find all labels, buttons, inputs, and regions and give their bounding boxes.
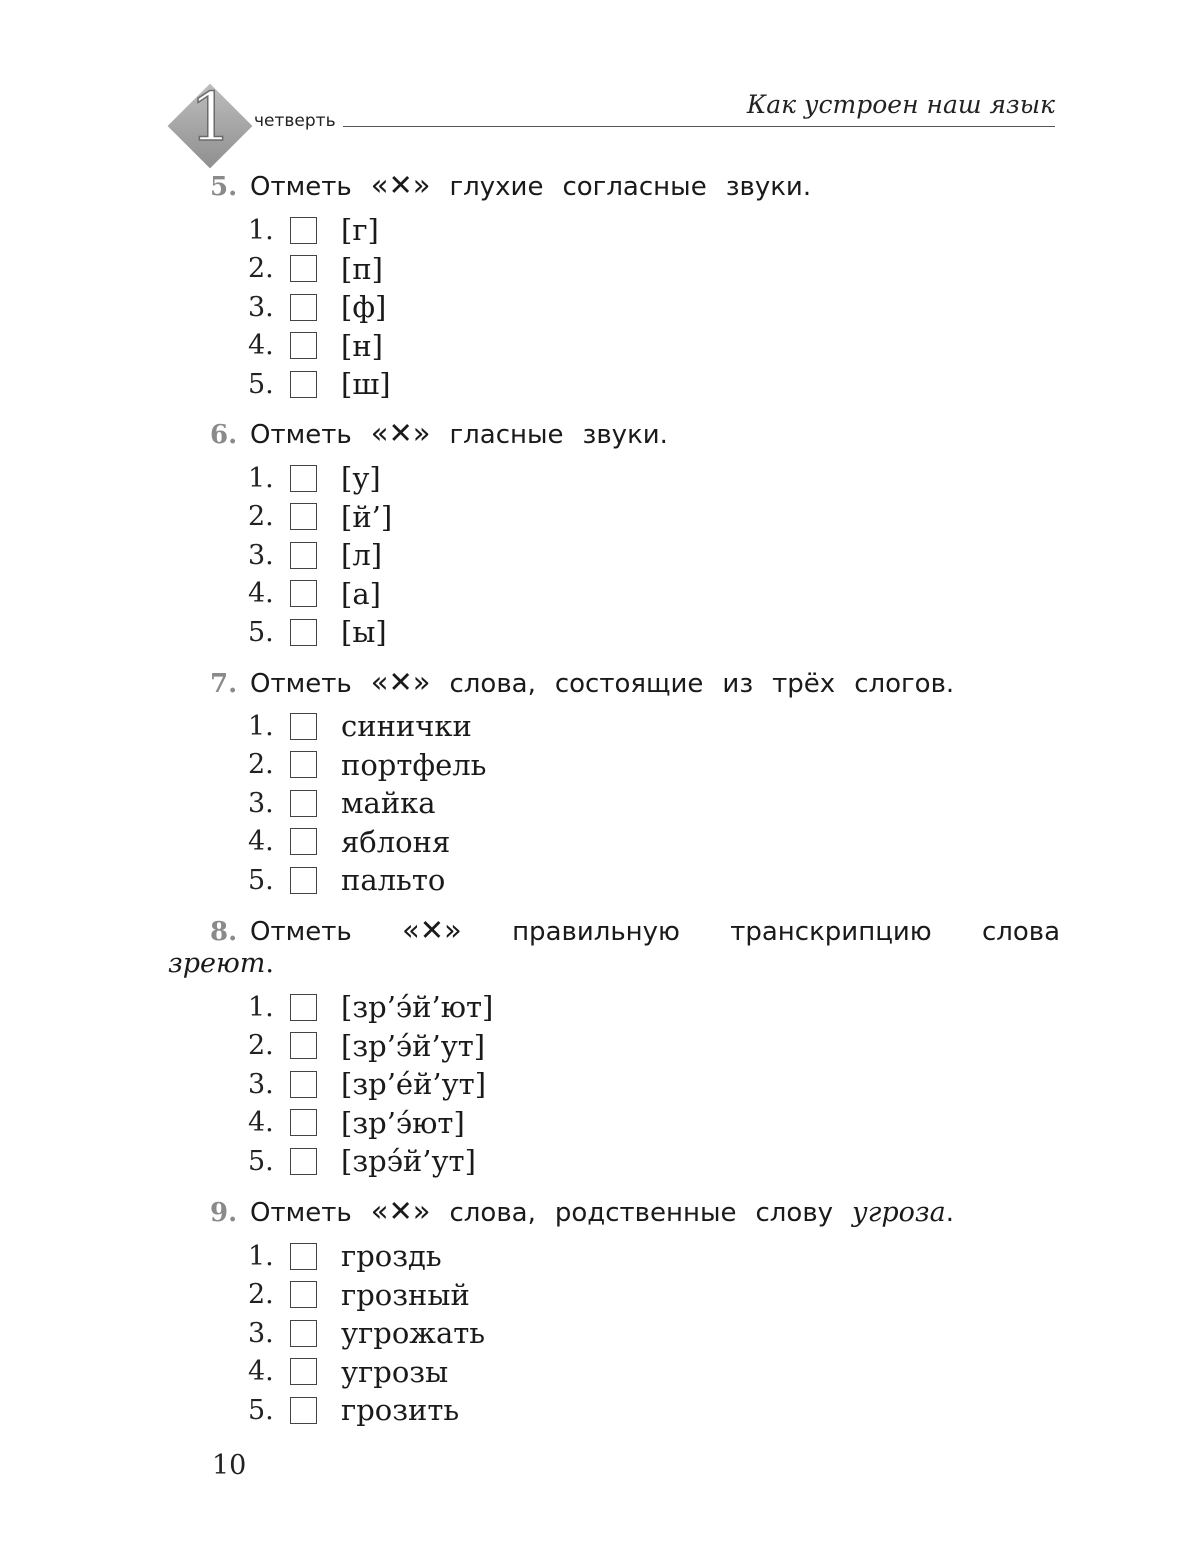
option-item <box>248 288 391 327</box>
option-number: 3. <box>248 787 274 819</box>
answer-checkbox[interactable] <box>290 1032 317 1059</box>
cross-mark: «✕» <box>401 913 462 947</box>
option-item <box>248 1065 493 1104</box>
option-number: 3. <box>248 539 274 571</box>
answer-checkbox[interactable] <box>290 465 317 492</box>
prompt-word: согласные <box>562 172 707 202</box>
prompt-end: . <box>945 1198 954 1228</box>
option-number: 2. <box>248 1030 274 1062</box>
prompt-word: слова, <box>449 669 536 699</box>
option-text: [п] <box>341 251 383 286</box>
option-number: 3. <box>248 1068 274 1100</box>
task-number: 8. <box>210 917 238 947</box>
prompt-word: слова <box>981 917 1061 947</box>
answer-checkbox[interactable] <box>290 1109 317 1136</box>
answer-checkbox[interactable] <box>290 1358 317 1385</box>
answer-checkbox[interactable] <box>290 828 317 855</box>
prompt-word: трёх <box>772 669 836 699</box>
option-text: гроздь <box>341 1239 442 1274</box>
option-item <box>248 784 486 823</box>
task-number: 5. <box>210 172 238 202</box>
prompt-word: Отметь <box>250 917 352 947</box>
option-item <box>248 707 486 746</box>
prompt-word: звуки. <box>582 420 668 450</box>
option-number: 4. <box>248 330 274 362</box>
option-number: 5. <box>248 864 274 896</box>
answer-checkbox[interactable] <box>290 1397 317 1424</box>
option-text: [зрэ́й’ут] <box>341 1144 476 1179</box>
option-number: 1. <box>248 214 274 246</box>
option-item <box>248 1276 485 1315</box>
prompt-word: слову <box>755 1198 834 1228</box>
option-number: 3. <box>248 1317 274 1349</box>
option-number: 2. <box>248 749 274 781</box>
option-text: майка <box>341 786 436 821</box>
prompt-word: состоящие <box>554 669 704 699</box>
prompt-word: Отметь <box>250 172 352 202</box>
option-text: [зр’э́ют] <box>341 1105 465 1140</box>
answer-checkbox[interactable] <box>290 790 317 817</box>
option-number: 1. <box>248 991 274 1023</box>
page-header <box>0 0 1200 170</box>
cross-mark: «✕» <box>370 1194 431 1228</box>
option-item <box>248 988 493 1027</box>
task-6-prompt <box>210 416 1060 452</box>
option-number: 2. <box>248 253 274 285</box>
option-text: грозный <box>341 1277 470 1312</box>
task-7-options <box>248 707 486 900</box>
option-text: [зр’э́й’ут] <box>341 1028 486 1063</box>
prompt-word: родственные <box>554 1198 737 1228</box>
option-item <box>248 861 486 900</box>
task-number: 9. <box>210 1198 238 1228</box>
task-5-options <box>248 211 391 404</box>
option-item <box>248 1237 485 1276</box>
option-number: 4. <box>248 826 274 858</box>
answer-checkbox[interactable] <box>290 751 317 778</box>
prompt-word: из <box>722 669 754 699</box>
prompt-word: Отметь <box>250 420 352 450</box>
prompt-word: Отметь <box>250 1198 352 1228</box>
option-number: 5. <box>248 1145 274 1177</box>
answer-checkbox[interactable] <box>290 503 317 530</box>
option-item <box>248 498 392 537</box>
task-8-prompt <box>210 913 1060 949</box>
task-8-continuation <box>168 947 274 981</box>
option-text: грозить <box>341 1393 460 1428</box>
answer-checkbox[interactable] <box>290 713 317 740</box>
option-item <box>248 1142 493 1181</box>
option-text: [л] <box>341 538 383 573</box>
answer-checkbox[interactable] <box>290 1148 317 1175</box>
option-item <box>248 536 392 575</box>
header-rule <box>343 126 1055 127</box>
option-text: [у] <box>341 461 381 496</box>
option-number: 4. <box>248 1356 274 1388</box>
option-number: 1. <box>248 1240 274 1272</box>
prompt-word: звуки. <box>725 172 812 202</box>
option-number: 2. <box>248 1279 274 1311</box>
option-number: 1. <box>248 462 274 494</box>
option-number: 3. <box>248 291 274 323</box>
answer-checkbox[interactable] <box>290 994 317 1021</box>
option-number: 4. <box>248 578 274 610</box>
prompt-word: гласные <box>449 420 564 450</box>
option-number: 5. <box>248 1394 274 1426</box>
task-5-prompt <box>210 168 1060 204</box>
answer-checkbox[interactable] <box>290 580 317 607</box>
option-text: угрозы <box>341 1354 449 1389</box>
option-item <box>248 211 391 250</box>
option-text: пальто <box>341 863 446 898</box>
option-item <box>248 459 392 498</box>
option-item <box>248 1391 485 1430</box>
quarter-label: четверть <box>254 111 336 131</box>
option-item <box>248 327 391 366</box>
option-item <box>248 250 391 289</box>
option-item <box>248 1104 493 1143</box>
target-word: угроза <box>852 1197 946 1228</box>
cross-mark: «✕» <box>370 416 431 450</box>
option-text: портфель <box>341 747 487 782</box>
quarter-number: 1 <box>190 79 232 156</box>
option-item <box>248 746 486 785</box>
option-text: синички <box>341 709 472 744</box>
option-text: [ш] <box>341 367 391 402</box>
task-number: 6. <box>210 420 238 450</box>
cross-mark: «✕» <box>370 665 431 699</box>
prompt-end: . <box>265 948 274 979</box>
answer-checkbox[interactable] <box>290 255 317 282</box>
option-item <box>248 1027 493 1066</box>
task-number: 7. <box>210 669 238 699</box>
option-text: [н] <box>341 328 383 363</box>
prompt-word: глухие <box>449 172 544 202</box>
answer-checkbox[interactable] <box>290 619 317 646</box>
option-item <box>248 613 392 652</box>
task-9-prompt <box>210 1194 1060 1230</box>
answer-checkbox[interactable] <box>290 542 317 569</box>
answer-checkbox[interactable] <box>290 332 317 359</box>
option-text: [зр’е́й’ут] <box>341 1067 487 1102</box>
answer-checkbox[interactable] <box>290 1071 317 1098</box>
prompt-word: слогов. <box>854 669 955 699</box>
answer-checkbox[interactable] <box>290 1243 317 1270</box>
option-number: 5. <box>248 368 274 400</box>
section-title: Как устроен наш язык <box>746 90 1055 119</box>
answer-checkbox[interactable] <box>290 1281 317 1308</box>
option-text: угрожать <box>341 1316 486 1351</box>
prompt-word: слова, <box>449 1198 536 1228</box>
option-number: 4. <box>248 1107 274 1139</box>
answer-checkbox[interactable] <box>290 294 317 321</box>
option-item <box>248 1314 485 1353</box>
answer-checkbox[interactable] <box>290 217 317 244</box>
option-number: 1. <box>248 710 274 742</box>
option-number: 2. <box>248 501 274 533</box>
prompt-word: правильную <box>512 917 680 947</box>
task-8-options <box>248 988 493 1181</box>
cross-mark: «✕» <box>370 168 431 202</box>
prompt-word: Отметь <box>250 669 352 699</box>
target-word: зреют <box>168 948 266 979</box>
answer-checkbox[interactable] <box>290 867 317 894</box>
option-item <box>248 823 486 862</box>
option-text: [зр’э́й’ют] <box>341 990 494 1025</box>
option-text: [а] <box>341 576 381 611</box>
answer-checkbox[interactable] <box>290 371 317 398</box>
option-number: 5. <box>248 616 274 648</box>
task-6-options <box>248 459 392 652</box>
prompt-word: транскрипцию <box>730 917 932 947</box>
task-7-prompt <box>210 665 1060 701</box>
option-item <box>248 365 391 404</box>
option-text: [й’] <box>341 499 393 534</box>
option-text: [ф] <box>341 290 387 325</box>
option-item <box>248 575 392 614</box>
answer-checkbox[interactable] <box>290 1320 317 1347</box>
page-number: 10 <box>212 1450 247 1481</box>
option-item <box>248 1353 485 1392</box>
option-text: [ы] <box>341 615 387 650</box>
option-text: [г] <box>341 213 379 248</box>
option-text: яблоня <box>341 824 451 859</box>
task-9-options <box>248 1237 485 1430</box>
